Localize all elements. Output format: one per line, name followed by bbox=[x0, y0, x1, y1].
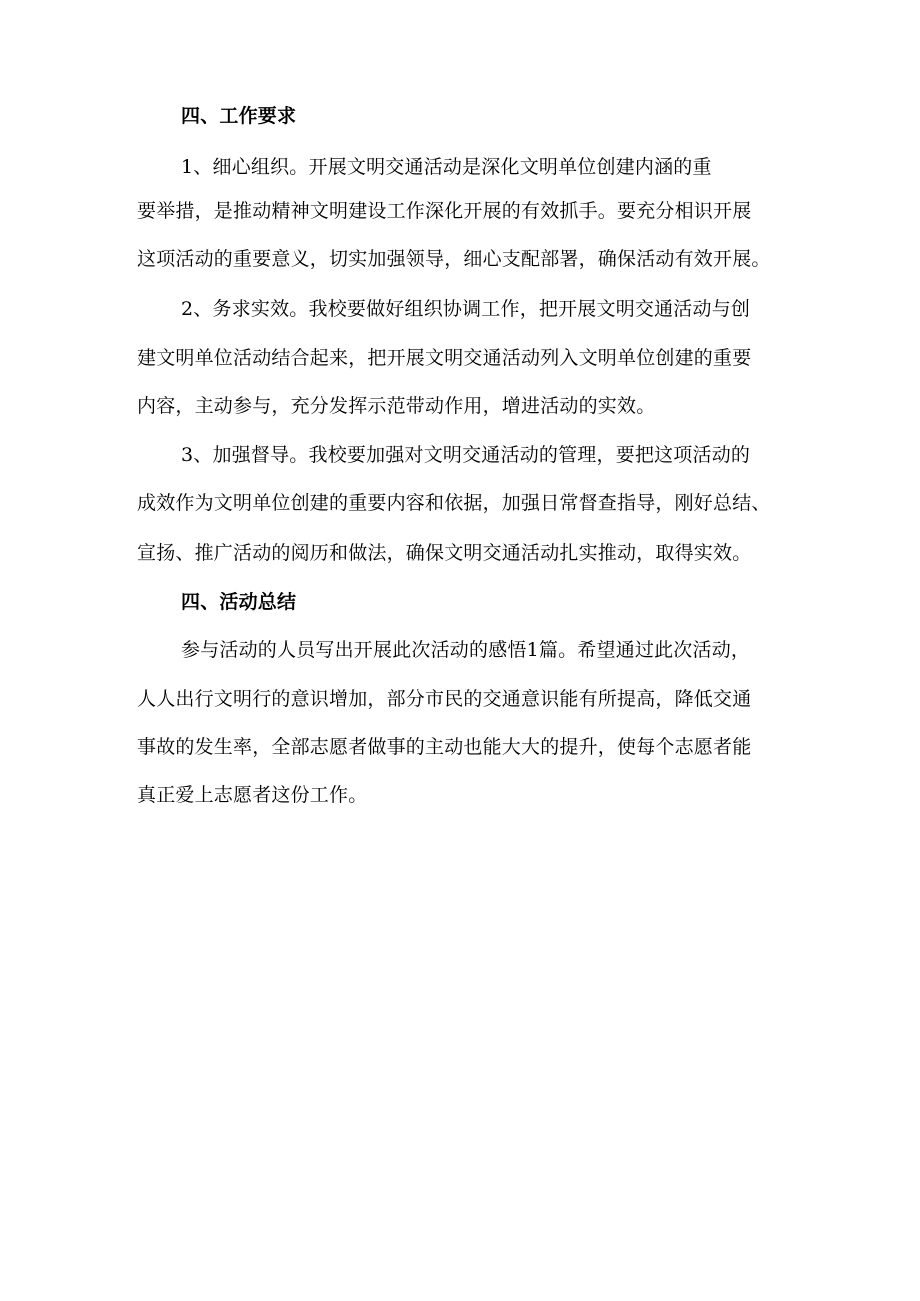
paragraph-line: 人人出行文明行的意识增加，部分市民的交通意识能有所提高，降低交通 bbox=[137, 688, 752, 710]
paragraph-line: 内容，主动参与，充分发挥示范带动作用，增进活动的实效。 bbox=[137, 395, 656, 417]
paragraph-line: 这项活动的重要意义，切实加强领导，细心支配部署，确保活动有效开展。 bbox=[137, 248, 771, 270]
paragraph-line: 1、细心组织。开展文明交通活动是深化文明单位创建内涵的重 bbox=[181, 156, 712, 178]
paragraph-line: 宣扬、推广活动的阅历和做法，确保文明交通活动扎实推动，取得实效。 bbox=[137, 542, 752, 564]
section-heading-activity-summary: 四、活动总结 bbox=[181, 591, 297, 613]
paragraph-line: 真正爱上志愿者这份工作。 bbox=[137, 784, 368, 806]
section-heading-work-requirements: 四、工作要求 bbox=[181, 105, 297, 127]
paragraph-line: 建文明单位活动结合起来，把开展文明交通活动列入文明单位创建的重要 bbox=[137, 347, 752, 369]
paragraph-line: 3、加强督导。我校要加强对文明交通活动的管理，要把这项活动的 bbox=[181, 444, 751, 466]
paragraph-line: 2、务求实效。我校要做好组织协调工作，把开展文明交通活动与创 bbox=[181, 298, 751, 320]
paragraph-line: 成效作为文明单位创建的重要内容和依据，加强日常督查指导，刚好总结、 bbox=[137, 492, 771, 514]
paragraph-line: 要举措，是推动精神文明建设工作深化开展的有效抓手。要充分相识开展 bbox=[137, 200, 752, 222]
paragraph-line: 参与活动的人员写出开展此次活动的感悟1篇。希望通过此次活动， bbox=[181, 639, 751, 661]
paragraph-line: 事故的发生率，全部志愿者做事的主动也能大大的提升，使每个志愿者能 bbox=[137, 736, 752, 758]
